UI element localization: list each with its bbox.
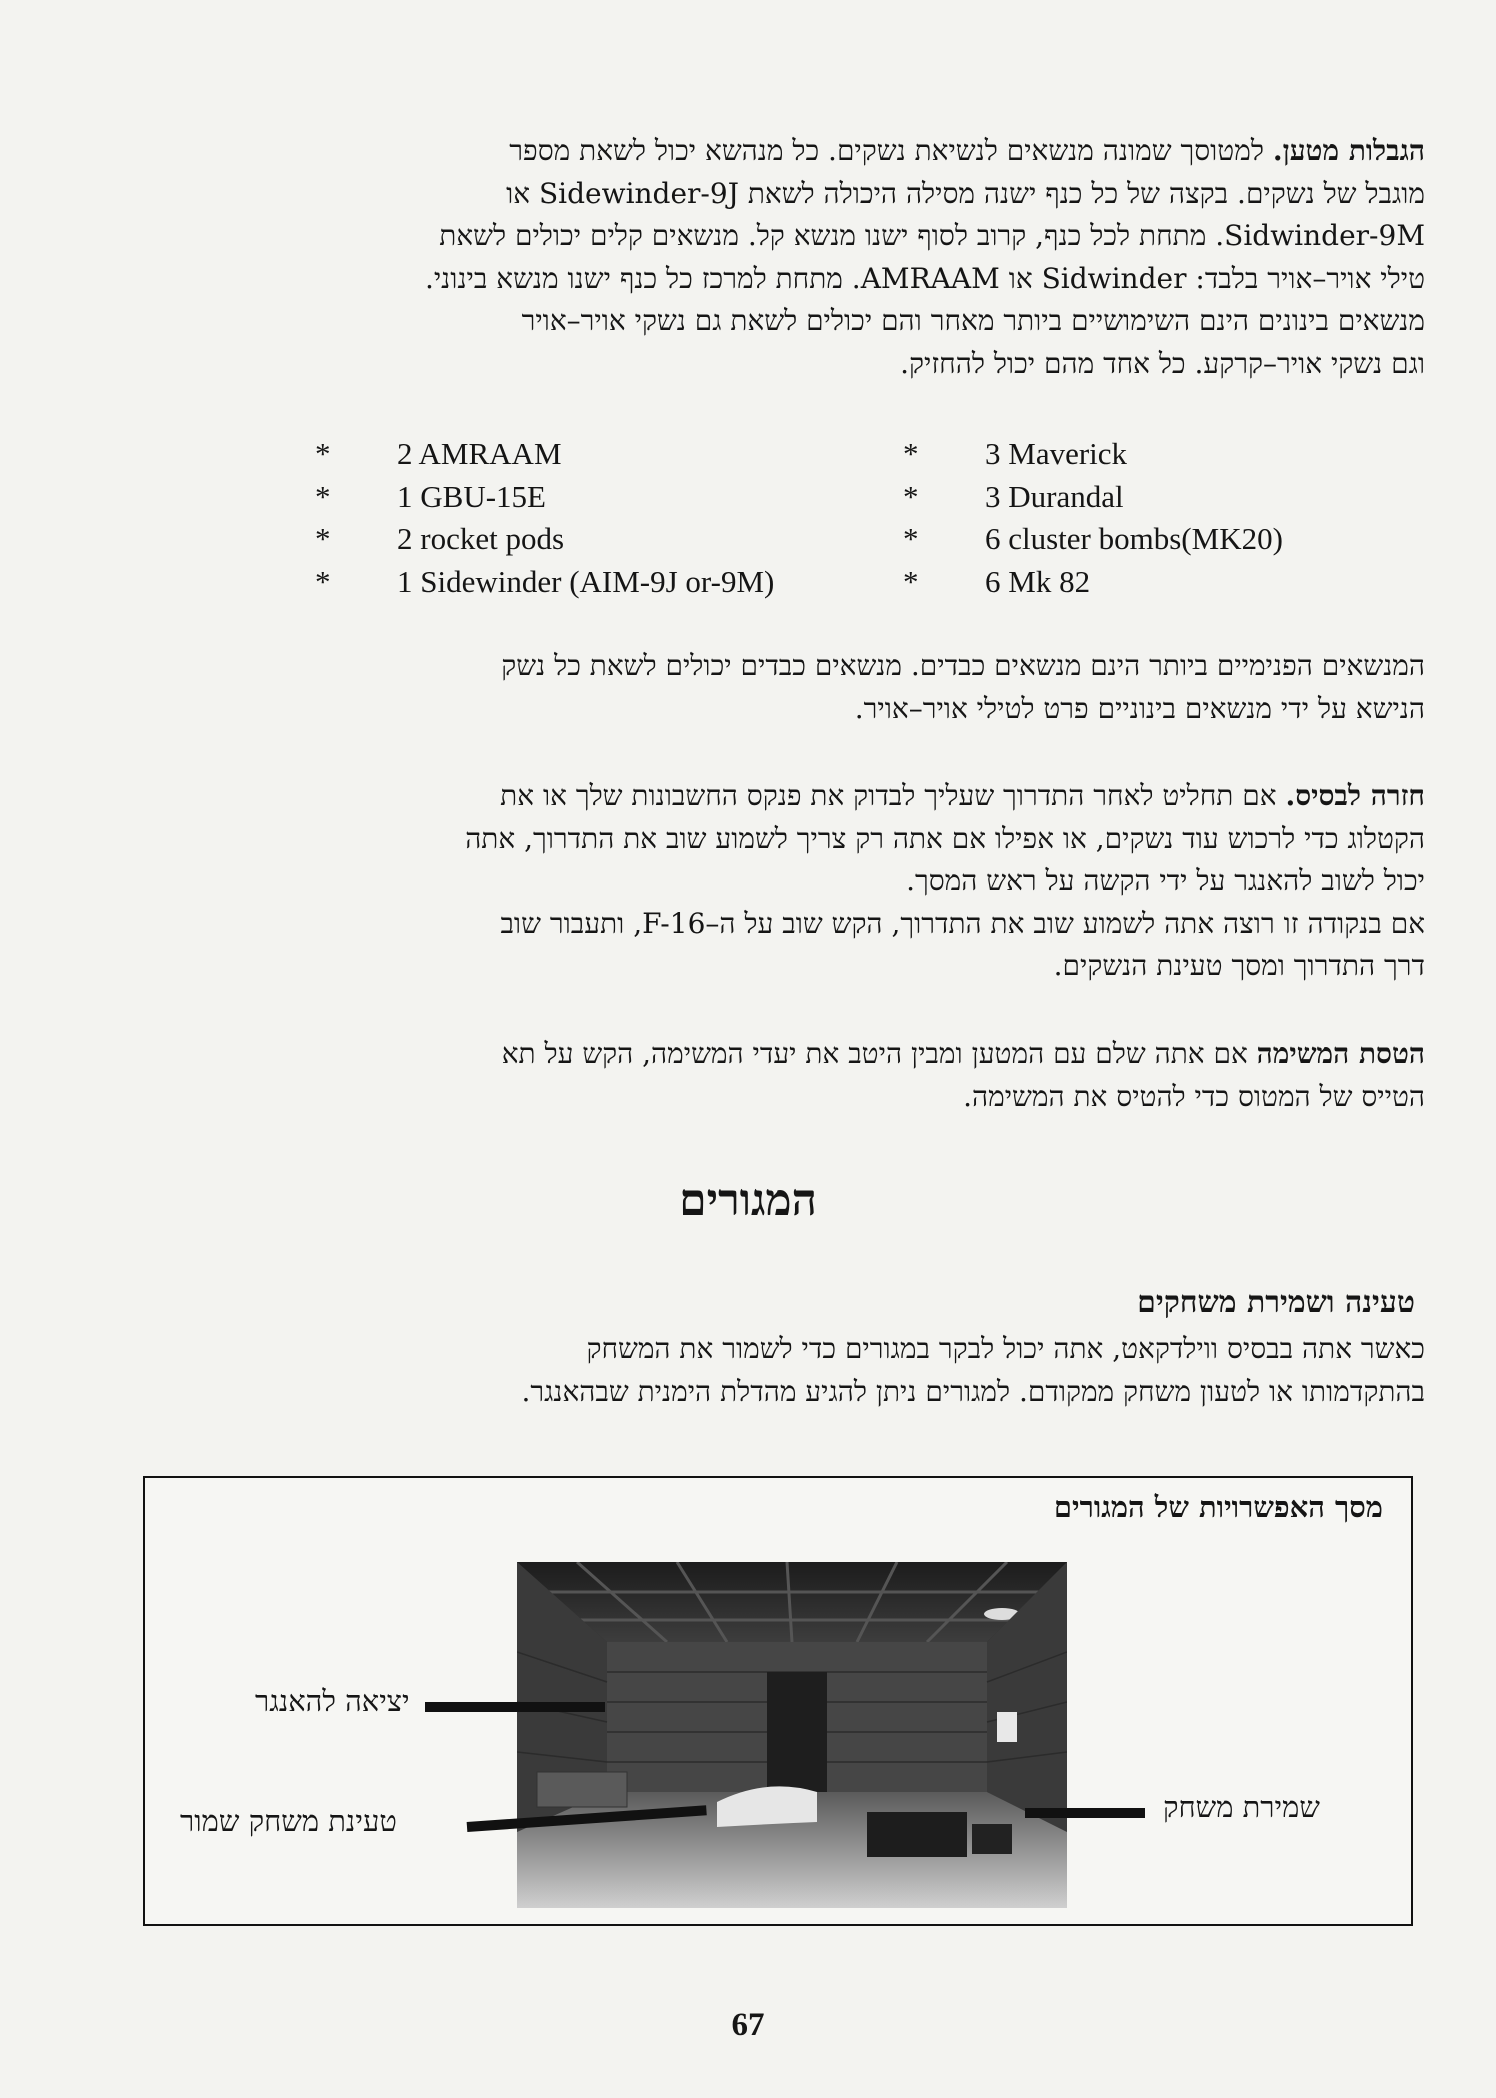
weapons-column-right <box>903 433 1363 603</box>
list-item: * 3 Durandal <box>903 478 1124 514</box>
list-item: * 3 Maverick <box>903 436 1128 471</box>
return-base-paragraph <box>150 775 1425 988</box>
quarters-paragraph <box>150 1328 1425 1413</box>
return-base-line-2: הקטלוג כדי לרכוש עוד נשקים, או אפילו אם אתה רק צריך לשמוע שוב את התדרוך, אתה <box>465 821 1425 855</box>
loadout-line-6: וגם נשקי אויר–קרקע. כל אחד מהם יכול להחזיק. <box>900 346 1425 380</box>
save-pointer <box>1025 1808 1145 1818</box>
weapons-column-left <box>315 433 775 603</box>
quarters-screenshot <box>517 1562 1067 1908</box>
mission-line-2: הטייס של המטוס כדי להטיס את המשימה. <box>963 1079 1425 1113</box>
weapons-list <box>315 433 1335 608</box>
exit-pointer <box>425 1702 605 1712</box>
list-item: * 2 rocket pods <box>315 521 565 556</box>
list-item: * 2 AMRAAM <box>315 436 562 471</box>
return-base-lead: חזרה לבסיס. <box>1285 779 1425 812</box>
quarters-figure <box>143 1476 1413 1926</box>
loadout-line-2: מוגבל של נשקים. בקצה של כל כנף ישנה מסילה היכולה לשאת Sidewinder-9J או <box>506 176 1425 210</box>
loadout-line-4: טילי אויר–אויר בלבד: Sidwinder או AMRAAM. מתחת למרכז כל כנף ישנו מנשא בינוני. <box>424 261 1425 295</box>
loadout-line-3: Sidwinder-9M. מתחת לכל כנף, קרוב לסוף ישנו מנשא קל. מנשאים קלים יכולים לשאת <box>439 219 1425 252</box>
inner-pylons-paragraph <box>150 645 1425 730</box>
callout-exit-to-hangar: יציאה להאנגר <box>255 1684 410 1718</box>
figure-title: מסך האפשרויות של המגורים <box>1053 1490 1383 1524</box>
inner-pylons-line-1: המנשאים הפנימיים ביותר הינם מנשאים כבדים. מנשאים כבדים יכולים לשאת כל נשק <box>501 649 1425 682</box>
loadout-lead: הגבלות מטען. <box>1272 134 1425 167</box>
list-item: * 6 Mk 82 <box>903 563 1091 599</box>
list-item: * 1 Sidewinder (AIM-9J or-9M) <box>315 563 775 599</box>
mission-line-1: הטסת המשימה אם אתה שלם עם המטען ומבין היטב את יעדי המשימה, הקש על תא <box>501 1037 1425 1070</box>
loadout-line-5: מנשאים בינונים הינם השימושיים ביותר מאחר והם יכולים לשאת גם נשקי אויר–אויר <box>521 304 1425 337</box>
mission-lead: הטסת המשימה <box>1256 1037 1425 1070</box>
quarters-line-1: כאשר אתה בבסיס ווילדקאט, אתה יכול לבקר במגורים כדי לשמור את המשחק <box>586 1332 1425 1365</box>
return-base-line-5: דרך התדרוך ומסך טעינת הנשקים. <box>1053 949 1425 982</box>
return-base-line-3: יכול לשוב להאנגר על ידי הקשה על ראש המסך. <box>906 864 1425 897</box>
callout-load-saved-game: טעינת משחק שמור <box>180 1804 397 1838</box>
return-base-line-4: אם בנקודה זו רוצה אתה לשמוע שוב את התדרוך, הקש שוב על ה–F-16, ותעבור שוב <box>500 906 1425 940</box>
page-number: 67 <box>731 2007 765 2043</box>
section-heading: המגורים <box>679 1175 817 1226</box>
callout-save-game: שמירת משחק <box>1163 1790 1320 1824</box>
loadout-paragraph <box>150 130 1425 385</box>
list-item: * 6 cluster bombs(MK20) <box>903 521 1283 556</box>
list-item: * 1 GBU-15E <box>315 478 546 514</box>
mission-paragraph <box>150 1033 1425 1118</box>
loadout-line-1: הגבלות מטען. למטוסך שמונה מנשאים לנשיאת נשקים. כל מנהשא יכול לשאת מספר <box>509 134 1425 167</box>
subheading: טעינה ושמירת משחקים <box>1137 1285 1415 1320</box>
return-base-line-1: חזרה לבסיס. אם תחליט לאחר התדרוך שעליך לבדוק את פנקס החשבונות שלך או את <box>500 779 1425 812</box>
quarters-line-2: בהתקדמותו או לטעון משחק ממקודם. למגורים ניתן להגיע מהדלת הימנית שבהאנגר. <box>521 1374 1425 1408</box>
inner-pylons-line-2: הנישא על ידי מנשאים בינוניים פרט לטילי אויר–אויר. <box>854 691 1425 725</box>
